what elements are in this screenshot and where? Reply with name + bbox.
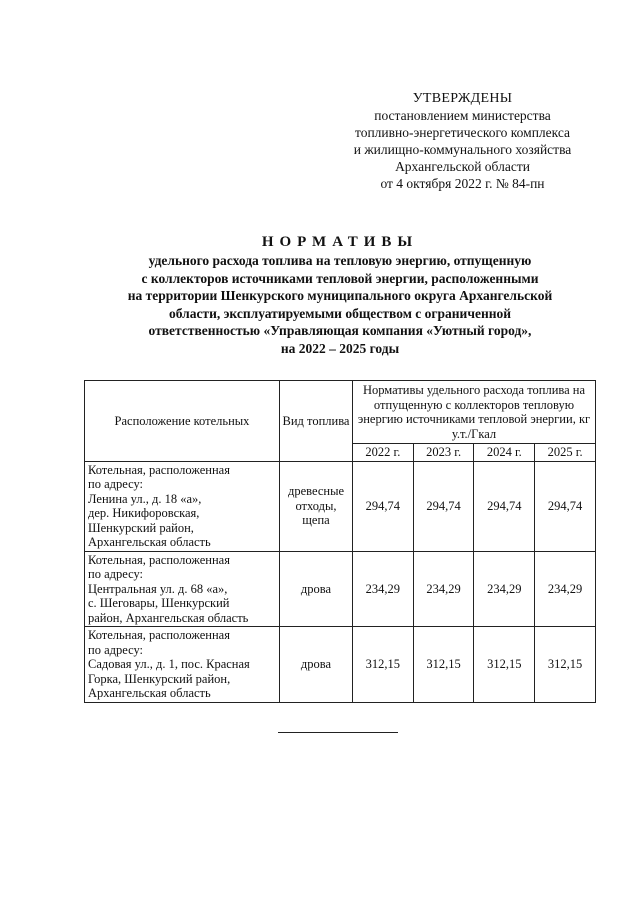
fuel-line: дрова [300,581,332,596]
value-cell: 294,74 [353,461,414,551]
header-year: 2024 г. [474,444,535,462]
location-line: Центральная ул. д. 68 «а», [88,581,228,596]
title-line: на территории Шенкурского муниципального округа Архангельской [127,288,553,303]
location-line: дер. Никифоровская, [88,506,200,520]
fuel-line: дрова [300,657,332,671]
closing-rule [278,732,398,733]
header-location: Расположение котельных [85,381,280,462]
location-line: по адресу: [88,642,144,657]
location-line: Котельная, расположенная [88,628,230,642]
value-cell: 312,15 [535,627,596,703]
location-line: Шенкурский район, [88,520,194,535]
header-year: 2025 г. [535,444,596,462]
location-line: Архангельская область [88,686,211,700]
header-norms: Нормативы удельного расхода топлива на отпущенную с коллекторов тепловую энергию источниками тепловой энергии, кг у.т./Гкал [353,381,596,444]
document-title [80,232,600,357]
location-line: Котельная, расположенная [88,552,230,567]
value-cell: 234,29 [353,551,414,627]
location-line: Ленина ул., д. 18 «а», [88,491,202,506]
location-line: Архангельская область [88,535,211,549]
value-cell: 312,15 [413,627,474,703]
location-cell [85,551,280,627]
fuel-cell [280,627,353,703]
fuel-line: щепа [302,513,330,528]
value-cell: 294,74 [413,461,474,551]
approval-line: постановлением министерства [374,108,551,123]
header-fuel: Вид топлива [280,381,353,462]
location-cell [85,627,280,703]
title-line: ответственностью «Управляющая компания «Уютный город», [148,323,532,338]
title-heading: НОРМАТИВЫ [261,234,419,250]
header-year: 2023 г. [413,444,474,462]
value-cell: 234,29 [535,551,596,627]
value-cell: 234,29 [413,551,474,627]
value-cell: 294,74 [474,461,535,551]
title-line: с коллекторов источниками тепловой энергии, расположенными [141,270,539,286]
location-line: с. Шеговары, Шенкурский [88,596,230,610]
approval-block [330,90,595,192]
approval-line: и жилищно-коммунального хозяйства [353,142,572,157]
value-cell: 312,15 [353,627,414,703]
fuel-line: древесные [287,484,345,499]
fuel-line: отходы, [295,498,337,513]
title-line: области, эксплуатируемыми обществом с ограниченной [168,305,512,321]
location-line: район, Архангельская область [88,610,249,625]
location-line: Котельная, расположенная [88,462,230,477]
table-row [85,461,596,551]
norms-table [84,380,596,703]
fuel-cell [280,461,353,551]
header-year: 2022 г. [353,444,414,462]
approval-heading: УТВЕРЖДЕНЫ [412,91,513,106]
location-cell [85,461,280,551]
approval-line: Архангельской области [395,159,530,174]
header-row [85,381,596,444]
location-line: Садовая ул., д. 1, пос. Красная [88,657,250,671]
title-line: удельного расхода топлива на тепловую энергию, отпущенную [148,253,532,268]
table-row [85,627,596,703]
value-cell: 294,74 [535,461,596,551]
location-line: Горка, Шенкурский район, [88,671,231,686]
approval-line: от 4 октября 2022 г. № 84-пн [380,176,545,191]
value-cell: 234,29 [474,551,535,627]
fuel-cell [280,551,353,627]
title-line: на 2022 – 2025 годы [280,340,400,356]
value-cell: 312,15 [474,627,535,703]
location-line: по адресу: [88,477,144,491]
table-row [85,551,596,627]
approval-line: топливно-энергетического комплекса [354,125,571,140]
location-line: по адресу: [88,567,144,581]
